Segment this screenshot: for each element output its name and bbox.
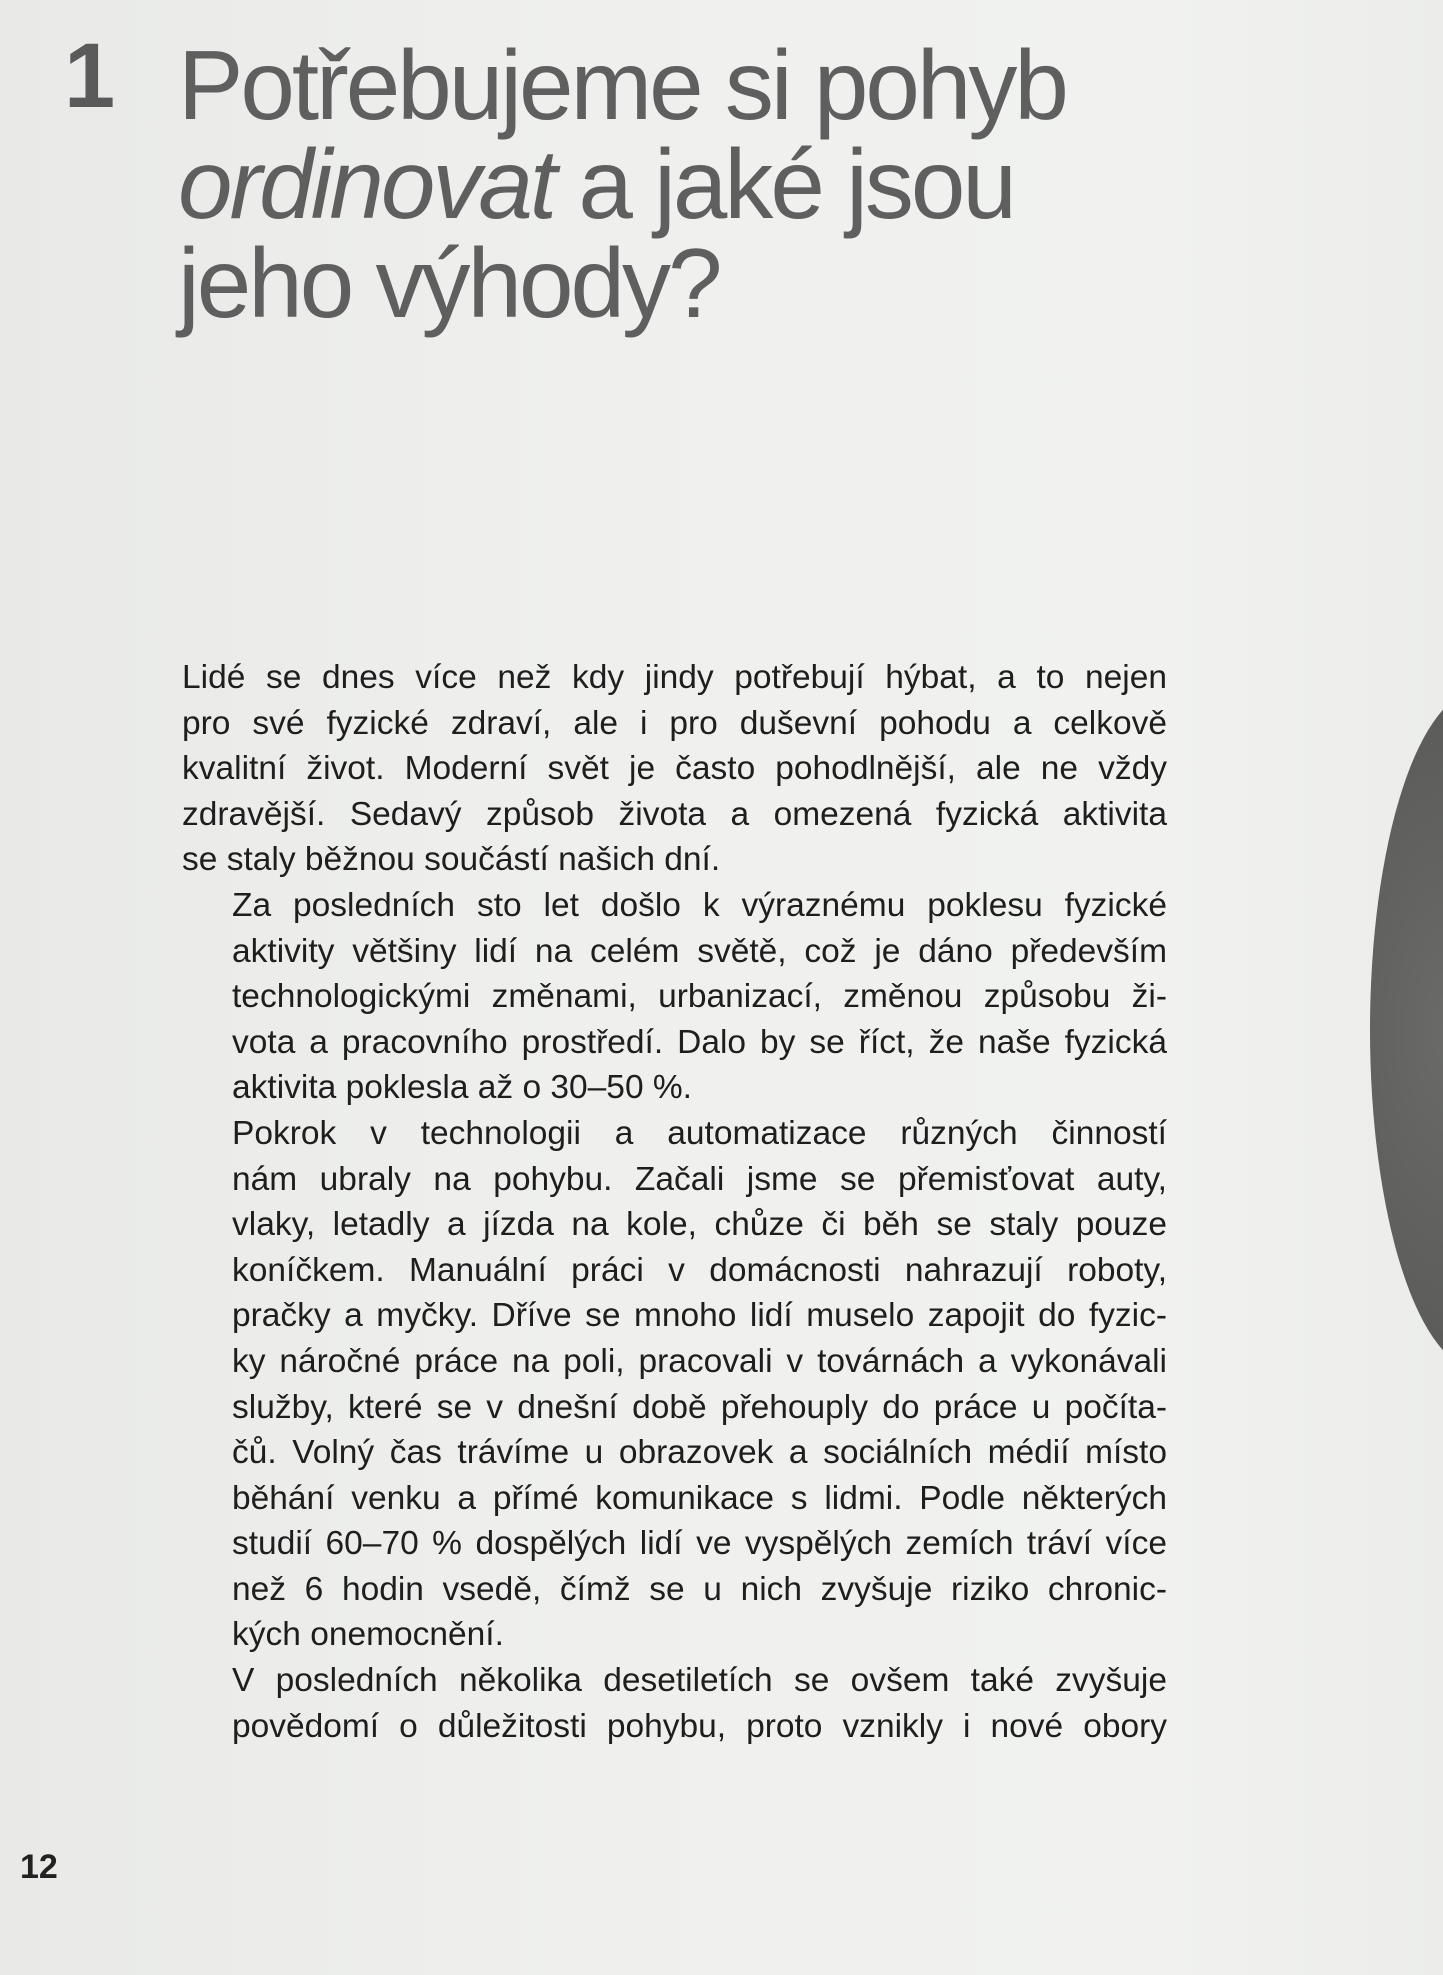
text-line: nám ubraly na pohybu. Začali jsme se přemisťovat auty, (232, 1160, 1167, 1198)
text-line: aktivity většiny lidí na celém světě, což je dáno především (232, 932, 1167, 970)
chapter-title (178, 30, 1178, 338)
chapter-title-line-2 (178, 129, 1178, 239)
text-line: technologickými změnami, urbanizací, změnou způsobu ži- (232, 978, 1167, 1016)
text-line: běhání venku a přímé komunikace s lidmi. Podle některých (232, 1479, 1167, 1517)
text-line: koníčkem. Manuální práci v domácnosti nahrazují roboty, (232, 1251, 1167, 1289)
text-line: pračky a myčky. Dříve se mnoho lidí muselo zapojit do fyzic- (232, 1297, 1167, 1335)
text-line: Pokrok v technologii a automatizace různých činností (232, 1114, 1167, 1152)
chapter-title-line-3: jeho výhody? (178, 228, 720, 338)
text-line: Lidé se dnes více než kdy jindy potřebují hýbat, a to nejen (182, 659, 1167, 696)
chapter-number: 1 (64, 25, 114, 127)
text-line: ky náročné práce na poli, pracovali v továrnách a vykonávali (232, 1342, 1167, 1380)
text-line: zdravější. Sedavý způsob života a omezená fyzická aktivita (182, 795, 1167, 833)
chapter-title-line-2-rest: a jaké jsou (554, 129, 1014, 239)
text-line: vota a pracovního prostředí. Dalo by se říct, že naše fyzická (232, 1023, 1167, 1061)
text-line: povědomí o důležitosti pohybu, proto vznikly i nové obory (232, 1707, 1167, 1745)
chapter-title-line-1: Potřebujeme si pohyb (178, 30, 1066, 140)
paragraph-4 (182, 1658, 1167, 1749)
text-line: kých onemocnění. (232, 1616, 504, 1654)
page-number: 12 (20, 1848, 58, 1886)
chapter-body (182, 655, 1167, 1749)
paragraph-3 (182, 1111, 1167, 1658)
text-line: pro své fyzické zdraví, ale i pro duševní pohodu a celkově (182, 704, 1167, 742)
text-line: kvalitní život. Moderní svět je často pohodlnější, ale ne vždy (182, 750, 1167, 788)
text-line: vlaky, letadly a jízda na kole, chůze či běh se staly pouze (232, 1206, 1167, 1244)
paragraph-1 (182, 655, 1167, 883)
text-line: se staly běžnou součástí našich dní. (182, 841, 721, 879)
text-line: Za posledních sto let došlo k výraznému poklesu fyzické (232, 886, 1167, 924)
text-line: aktivita poklesla až o 30–50 %. (232, 1069, 692, 1107)
text-line: studií 60–70 % dospělých lidí ve vyspělých zemích tráví více (232, 1525, 1167, 1563)
decorative-gray-shape (1370, 690, 1443, 1370)
text-line: čů. Volný čas trávíme u obrazovek a sociálních médií místo (232, 1434, 1167, 1472)
chapter-title-italic-word: ordinovat (178, 129, 555, 239)
text-line: než 6 hodin vsedě, čímž se u nich zvyšuje riziko chronic- (232, 1570, 1167, 1608)
text-line: V posledních několika desetiletích se ovšem také zvyšuje (232, 1662, 1167, 1700)
text-line: služby, které se v dnešní době přehouply do práce u počíta- (232, 1388, 1167, 1426)
paragraph-2 (182, 883, 1167, 1111)
